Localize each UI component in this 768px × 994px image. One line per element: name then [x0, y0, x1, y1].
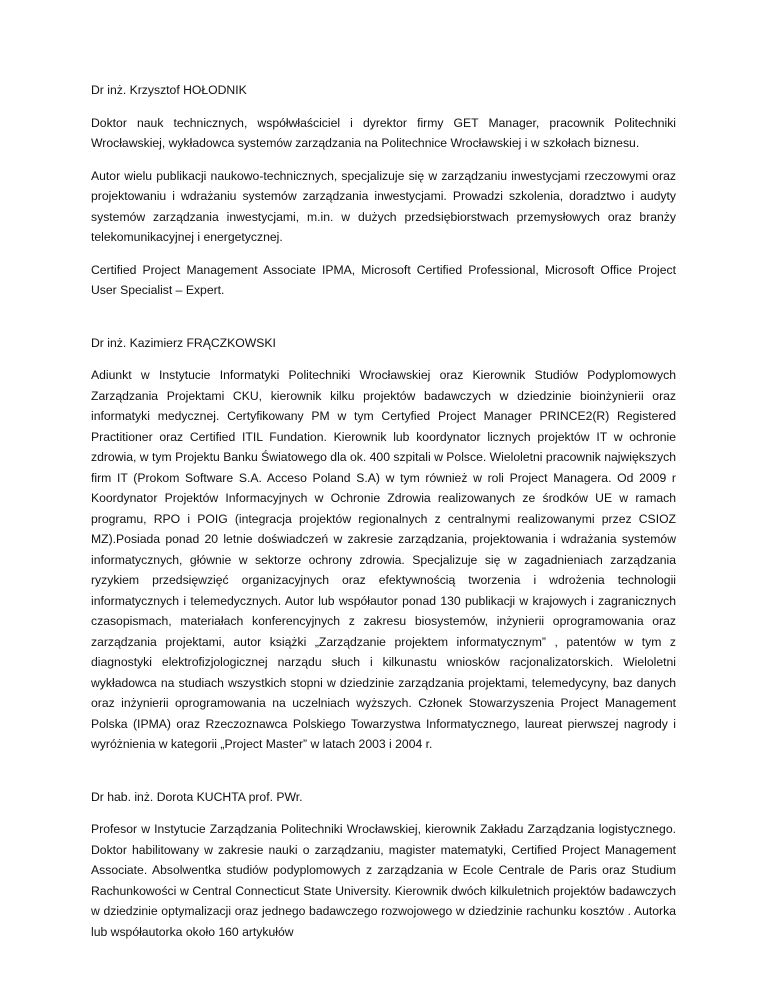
- bio-paragraph: Profesor w Instytucie Zarządzania Politechniki Wrocławskiej, kierownik Zakładu Zarządzania logistycznego. Doktor habilitowany w zakresie nauki o zarządzaniu, magister matematyki, Certified Project Management Associate. Absolwentka studiów podyplomowych z zarządzania w Ecole Centrale de Paris oraz Studium Rachunkowości w Central Connecticut State University. Kierownik dwóch kilkuletnich projektów badawczych w dziedzinie optymalizacji oraz jednego badawczego rozwojowego w dziedzinie rachunku kosztów . Autorka lub współautorka około 160 artykułów: [91, 822, 676, 939]
- bio-name: Dr hab. inż. Dorota KUCHTA prof. PWr.: [91, 789, 303, 804]
- bio-paragraph: Doktor nauk technicznych, współwłaściciel i dyrektor firmy GET Manager, pracownik Politechniki Wrocławskiej, wykładowca systemów zarządzania na Politechnice Wrocławskiej i w szkołach biznesu.: [91, 115, 676, 150]
- document-page: [91, 80, 676, 954]
- section-spacer: [91, 767, 676, 787]
- bio-holodnik: [91, 80, 676, 301]
- bio-name: Dr inż. Krzysztof HOŁODNIK: [91, 83, 247, 97]
- bio-paragraph: Autor wielu publikacji naukowo-technicznych, specjalizuje się w zarządzaniu inwestycjami rzeczowymi oraz projektowaniu i wdrażaniu systemów zarządzania inwestycjami. Prowadzi szkolenia, doradztwo i audyty systemów zarządzania inwestycjami, m.in. w dużych przedsiębiorstwach przemysłowych oraz branży telekomunikacyjnej i energetycznej.: [91, 168, 676, 244]
- bio-kuchta: [91, 787, 676, 943]
- bio-name: Dr inż. Kazimierz FRĄCZKOWSKI: [91, 335, 276, 350]
- bio-paragraph: Adiunkt w Instytucie Informatyki Politechniki Wrocławskiej oraz Kierownik Studiów Podyplomowych Zarządzania Projektami CKU, kierownik kilku projektów badawczych w dziedzinie bioinżynierii oraz informatyki medycznej. Certyfikowany PM w tym Certyfied Project Manager PRINCE2(R) Registered Practitioner oraz Certified ITIL Fundation. Kierownik lub koordynator licznych projektów IT w ochronie zdrowia, w tym Projektu Banku Światowego dla ok. 400 szpitali w Polsce. Wieloletni pracownik największych firm IT (Prokom Software S.A. Acceso Poland S.A) w tym również w roli Project Managera. Od 2009 r Koordynator Projektów Informacyjnych w Ochronie Zdrowia realizowanych ze środków UE w ramach programu, RPO i POIG (integracja projektów regionalnych z centralnymi realizowanymi przez CSIOZ MZ).Posiada ponad 20 letnie doświadczeń w zakresie zarządzania, projektowania i wdrażania systemów informatycznych, głównie w sektorze ochrony zdrowia. Specjalizuje się w zagadnieniach zarządzania ryzykiem przedsięwzięć organizacyjnych oraz efektywnością tworzenia i wdrożenia technologii informatycznych i telemedycznych. Autor lub współautor ponad 130 publikacji w krajowych i zagranicznych czasopismach, materiałach konferencyjnych z zakresu biosystemów, inżynierii oprogramowania oraz zarządzania projektami, autor książki „Zarządzanie projektem informatycznym” , patentów w tym z diagnostyki elektrofizjologicznej narządu słuch i kilkunastu wniosków racjonalizatorskich. Wieloletni wykładowca na studiach wszystkich stopni w dziedzinie zarządzania projektami, telemedycyny, baz danych oraz inżynierii oprogramowania na uczelniach wyższych. Członek Stowarzyszenia Project Management Polska (IPMA) oraz Rzeczoznawca Polskiego Towarzystwa Informatycznego, laureat pierwszej nagrody i wyróżnienia w kategorii „Project Master” w latach 2003 i 2004 r.: [91, 368, 676, 751]
- bio-paragraph: Certified Project Management Associate IPMA, Microsoft Certified Professional, Microsoft Office Project User Specialist – Expert.: [91, 262, 676, 297]
- bio-fraczkowski: [91, 333, 676, 755]
- section-spacer: [91, 313, 676, 333]
